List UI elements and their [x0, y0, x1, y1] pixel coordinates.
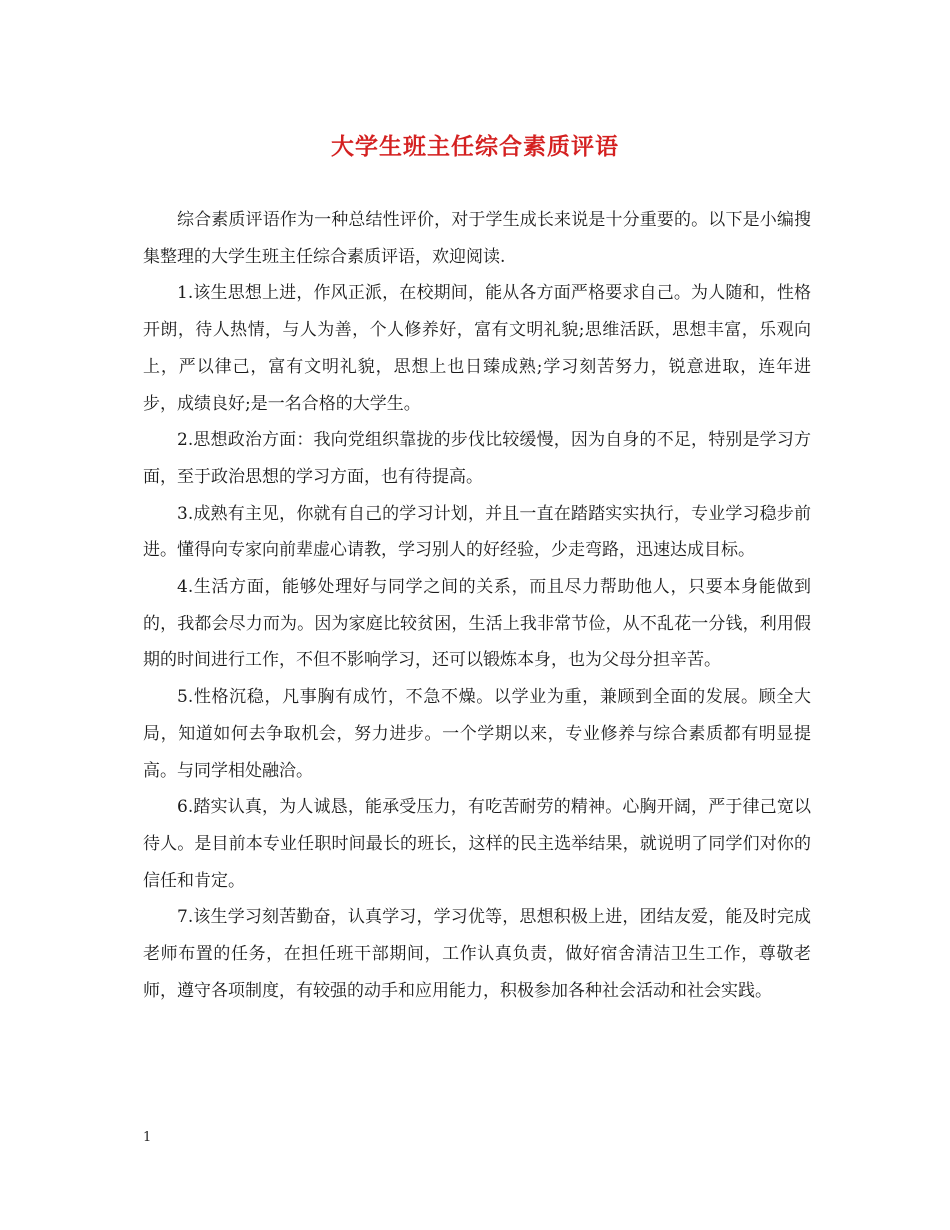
paragraph-intro: 综合素质评语作为一种总结性评价，对于学生成长来说是十分重要的。以下是小编搜集整理的大学生班主任综合素质评语，欢迎阅读.: [143, 210, 811, 267]
paragraph-item-3: 3.成熟有主见，你就有自己的学习计划，并且一直在踏踏实实执行，专业学习稳步前进。懂得向专家向前辈虚心请教，学习别人的好经验，少走弯路，迅速达成目标。: [143, 503, 811, 561]
paragraph-item-7: 7.该生学习刻苦勤奋，认真学习，学习优等，思想积极上进，团结友爱，能及时完成老师布置的任务，在担任班干部期间，工作认真负责，做好宿舍清洁卫生工作，尊敬老师，遵守各项制度，有较强的动手和应用能力，积极参加各种社会活动和社会实践。: [143, 907, 811, 1001]
paragraph-item-2: 2.思想政治方面：我向党组织靠拢的步伐比较缓慢，因为自身的不足，特别是学习方面，至于政治思想的学习方面，也有待提高。: [143, 430, 811, 487]
document-body: [143, 202, 811, 1009]
paragraph-item-1: 1.该生思想上进，作风正派，在校期间，能从各方面严格要求自己。为人随和，性格开朗，待人热情，与人为善，个人修养好，富有文明礼貌;思维活跃，思想丰富，乐观向上，严以律己，富有文明礼貌，思想上也日臻成熟;学习刻苦努力，锐意进取，连年进步，成绩良好;是一名合格的大学生。: [143, 283, 811, 414]
document-title: 大学生班主任综合素质评语: [331, 133, 619, 160]
paragraph-item-4: 4.生活方面，能够处理好与同学之间的关系，而且尽力帮助他人，只要本身能做到的，我都会尽力而为。因为家庭比较贫困，生活上我非常节俭，从不乱花一分钱，利用假期的时间进行工作，不但不影响学习，还可以锻炼本身，也为父母分担辛苦。: [143, 577, 811, 671]
paragraph-item-6: 6.踏实认真，为人诚恳，能承受压力，有吃苦耐劳的精神。心胸开阔，严于律己宽以待人。是目前本专业任职时间最长的班长，这样的民主选举结果，就说明了同学们对你的信任和肯定。: [143, 797, 811, 891]
page-number: 1: [143, 1130, 152, 1145]
paragraph-item-5: 5.性格沉稳，凡事胸有成竹，不急不燥。以学业为重，兼顾到全面的发展。顾全大局，知道如何去争取机会，努力进步。一个学期以来，专业修养与综合素质都有明显提高。与同学相处融洽。: [143, 687, 811, 781]
